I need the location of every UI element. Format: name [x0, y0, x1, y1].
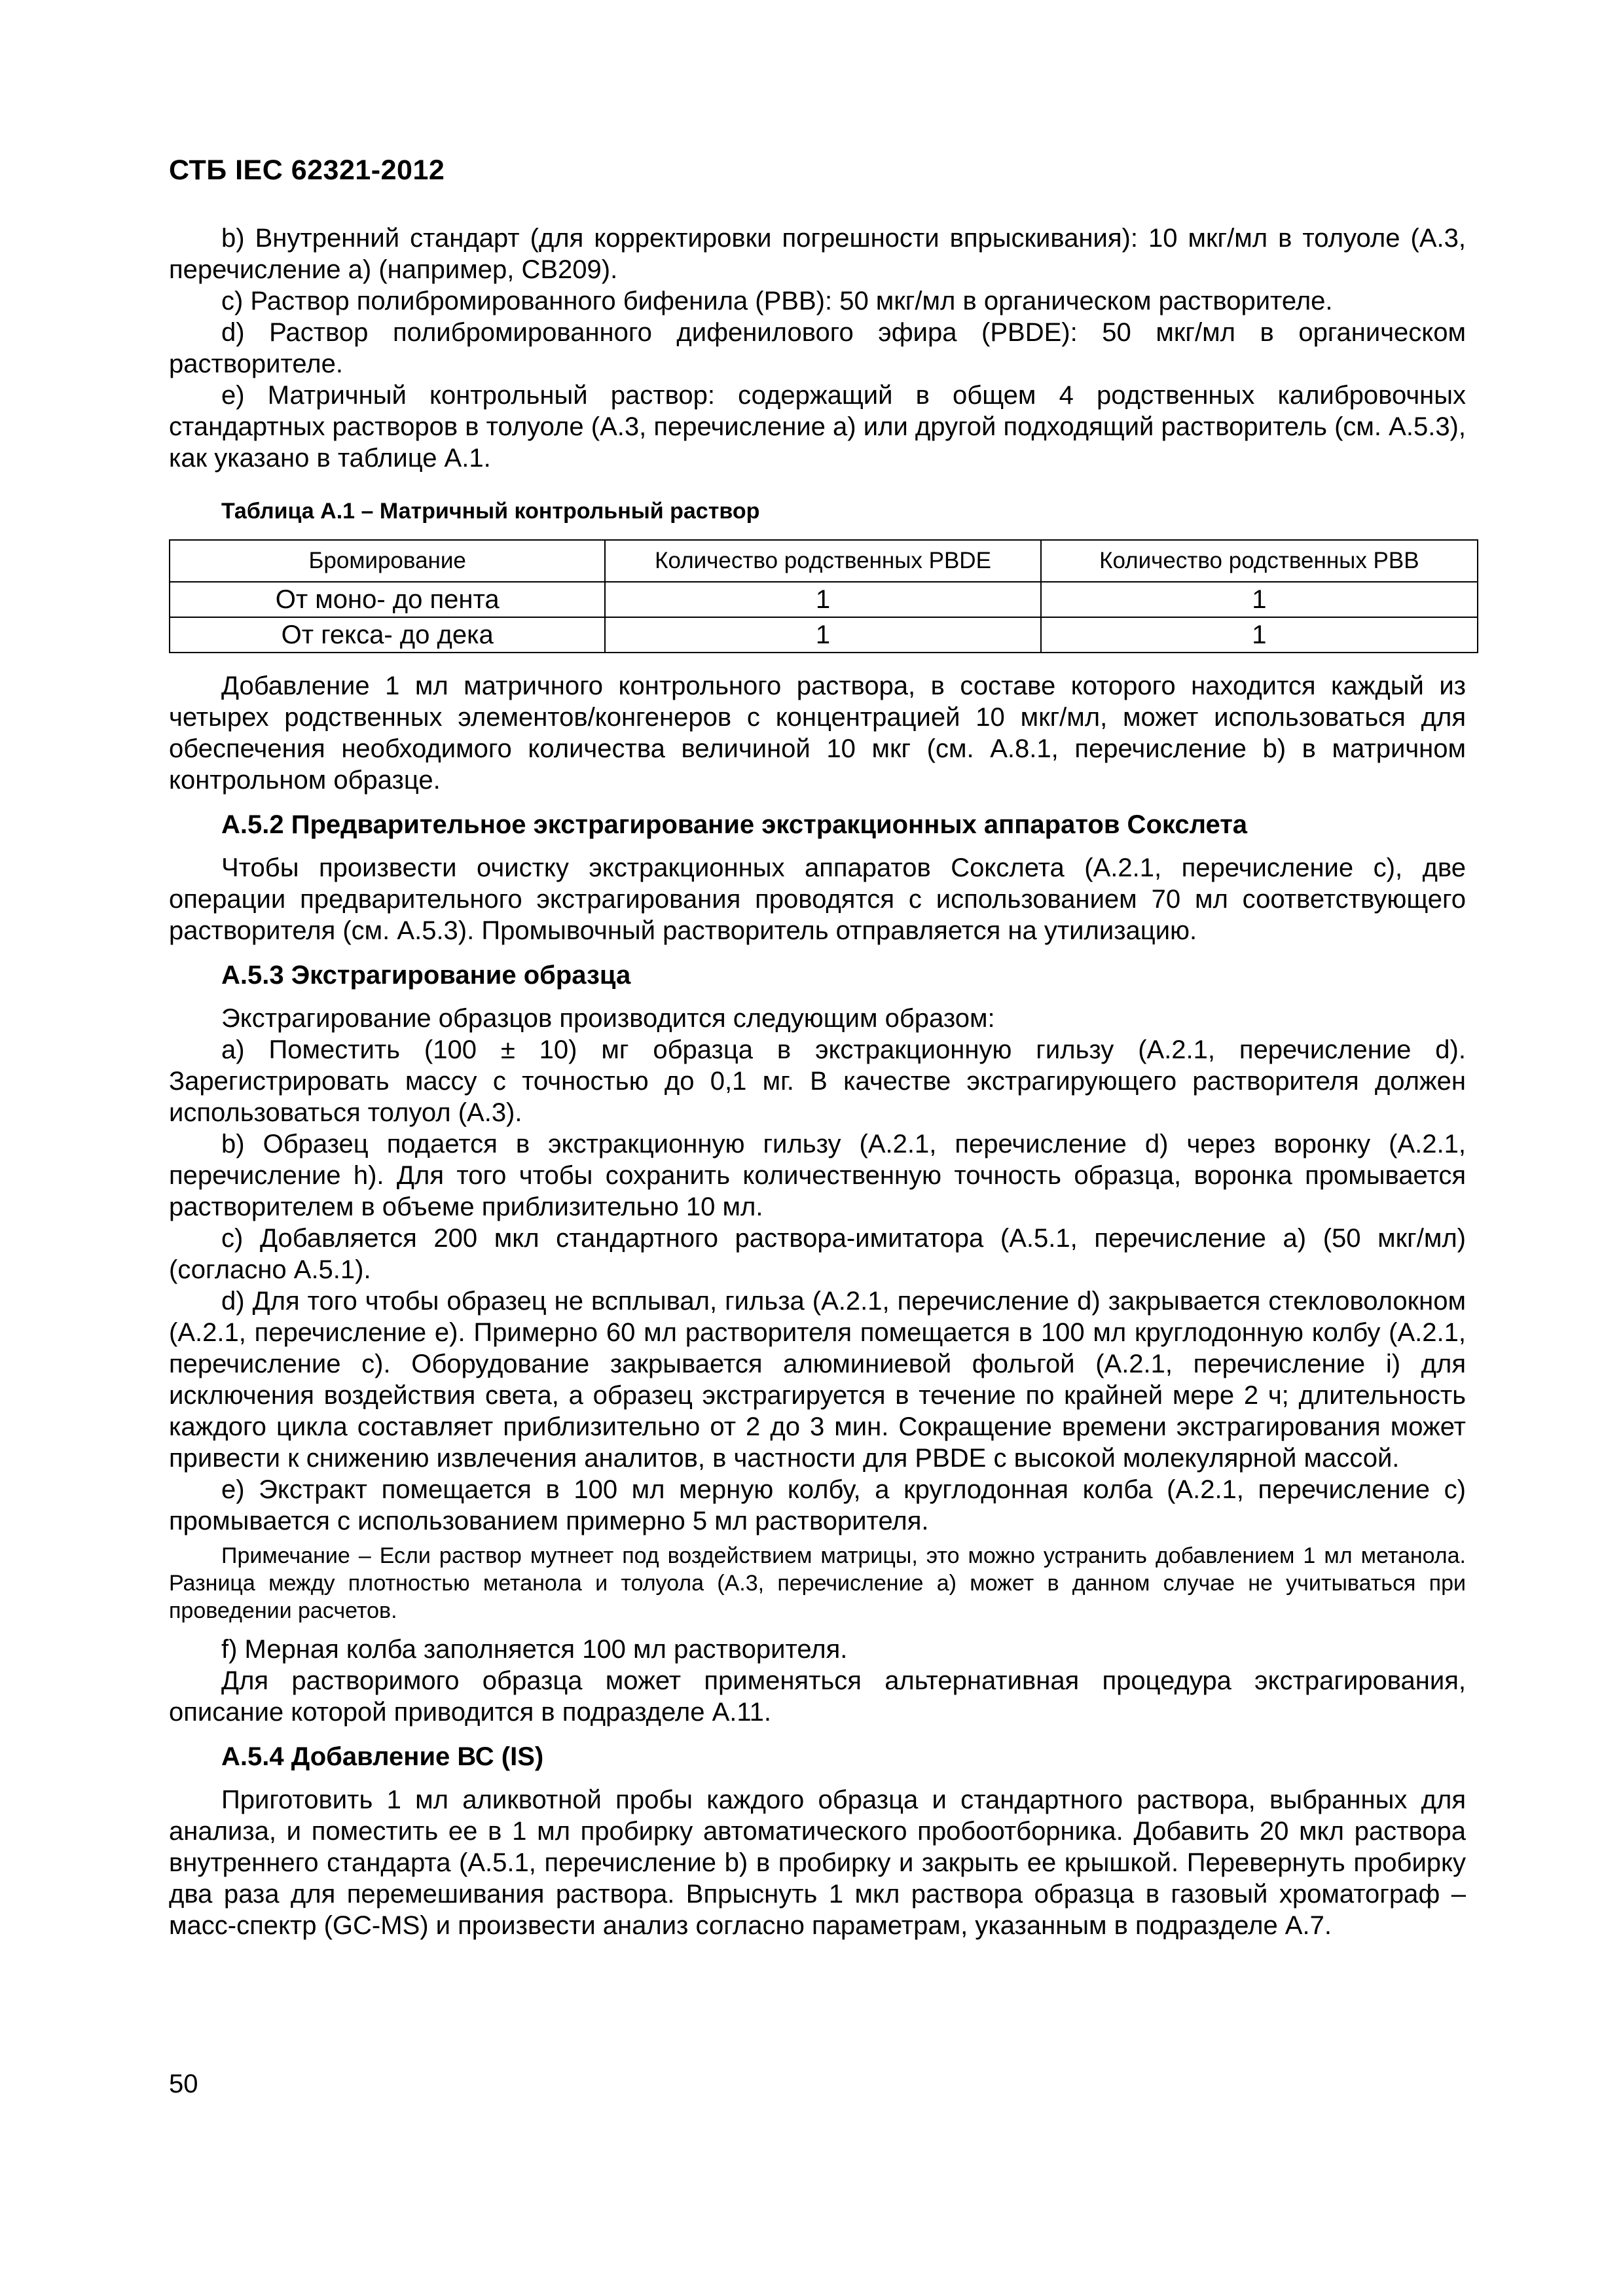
page-content [169, 223, 1466, 1941]
section-a53-item-d: d) Для того чтобы образец не всплывал, гильза (А.2.1, перечисление d) закрывается стекловолокном (А.2.1, перечисление e). Примерно 60 мл растворителя помещается в 100 мл круглодонную колбу (А.2.1, перечисление с). Оборудование закрывается алюминиевой фольгой (А.2.1, перечисление i) для исключения воздействия света, а образец экстрагируется в течение по крайней мере 2 ч; длительность каждого цикла составляет приблизительно от 2 до 3 мин. Сокращение времени экстрагирования может привести к снижению извлечения аналитов, в частности для PBDE с высокой молекулярной массой. [169, 1287, 1466, 1473]
section-heading-a53: А.5.3 Экстрагирование образца [221, 961, 631, 990]
table-cell: От гекса- до дека [170, 617, 605, 653]
table-header-cell: Количество родственных PBB [1041, 540, 1478, 582]
table-header-row [170, 540, 1478, 582]
table-row [170, 617, 1478, 653]
paragraph-after-table: Добавление 1 мл матричного контрольного раствора, в составе которого находится каждый из четырех родственных элементов/конгенеров с концентрацией 10 мкг/мл, может использоваться для обеспечения необходимого количества величиной 10 мкг (см. А.8.1, перечисление b) в матричном контрольном образце. [169, 672, 1466, 795]
table-cell: 1 [1041, 582, 1478, 617]
paragraph-item-e: e) Матричный контрольный раствор: содержащий в общем 4 родственных калибровочных стандартных растворов в толуоле (А.3, перечисление а) или другой подходящий растворитель (см. А.5.3), как указано в таблице А.1. [169, 381, 1466, 473]
page-number: 50 [169, 2070, 198, 2098]
section-a53-item-a: a) Поместить (100 ± 10) мг образца в экстракционную гильзу (А.2.1, перечисление d). Зарегистрировать массу с точностью до 0,1 мг. В качестве экстрагирующего растворителя должен использоваться толуол (А.3). [169, 1035, 1466, 1127]
matrix-control-table [169, 539, 1478, 653]
paragraph-item-b: b) Внутренний стандарт (для корректировки погрешности впрыскивания): 10 мкг/мл в толуоле (А.3, перечисление а) (например, CB209). [169, 224, 1466, 284]
section-heading-a52: А.5.2 Предварительное экстрагирование экстракционных аппаратов Сокслета [221, 810, 1248, 839]
table-cell: 1 [605, 617, 1040, 653]
section-a53-intro: Экстрагирование образцов производится следующим образом: [221, 1004, 995, 1033]
table-header-cell: Количество родственных PBDE [605, 540, 1040, 582]
paragraph-item-c: c) Раствор полибромированного бифенила (PBB): 50 мкг/мл в органическом растворителе. [221, 287, 1333, 315]
section-a53-item-b: b) Образец подается в экстракционную гильзу (А.2.1, перечисление d) через воронку (А.2.1, перечисление h). Для того чтобы сохранить количественную точность образца, воронка промывается растворителем в объеме приблизительно 10 мл. [169, 1130, 1466, 1221]
section-a53-item-e: e) Экстракт помещается в 100 мл мерную колбу, а круглодонная колба (А.2.1, перечисление с) промывается с использованием примерно 5 мл растворителя. [169, 1475, 1466, 1535]
section-a53-note: Примечание – Если раствор мутнеет под воздействием матрицы, это можно устранить добавлением 1 мл метанола. Разница между плотностью метанола и толуола (А.3, перечисление а) может в данном случае не учитываться при проведении расчетов. [169, 1543, 1466, 1623]
section-heading-a54: А.5.4 Добавление ВС (IS) [221, 1742, 544, 1771]
table-cell: 1 [605, 582, 1040, 617]
table-cell: От моно- до пента [170, 582, 605, 617]
paragraph-item-d: d) Раствор полибромированного дифенилового эфира (PBDE): 50 мкг/мл в органическом растворителе. [169, 318, 1466, 378]
section-a53-item-c: c) Добавляется 200 мкл стандартного раствора-имитатора (А.5.1, перечисление а) (50 мкг/мл) (согласно А.5.1). [169, 1224, 1466, 1284]
section-a52-text: Чтобы произвести очистку экстракционных аппаратов Сокслета (А.2.1, перечисление с), две операции предварительного экстрагирования проводятся с использованием 70 мл соответствующего растворителя (см. А.5.3). Промывочный растворитель отправляется на утилизацию. [169, 853, 1466, 945]
table-caption: Таблица А.1 – Матричный контрольный раствор [221, 499, 760, 524]
section-a54-text: Приготовить 1 мл аликвотной пробы каждого образца и стандартного раствора, выбранных для анализа, и поместить ее в 1 мл пробирку автоматического пробоотборника. Добавить 20 мкл раствора внутреннего стандарта (А.5.1, перечисление b) в пробирку и закрыть ее крышкой. Перевернуть пробирку два раза для перемешивания раствора. Впрыснуть 1 мкл раствора образца в газовый хроматограф – масс-спектр (GC-MS) и произвести анализ согласно параметрам, указанным в подразделе А.7. [169, 1785, 1466, 1940]
section-a53-item-f: f) Мерная колба заполняется 100 мл растворителя. [221, 1635, 848, 1664]
table-row [170, 582, 1478, 617]
table-header-cell: Бромирование [170, 540, 605, 582]
section-a53-alternative: Для растворимого образца может применяться альтернативная процедура экстрагирования, описание которой приводится в подразделе А.11. [169, 1666, 1466, 1727]
table-cell: 1 [1041, 617, 1478, 653]
standard-code-header: СТБ IEC 62321-2012 [169, 154, 445, 186]
